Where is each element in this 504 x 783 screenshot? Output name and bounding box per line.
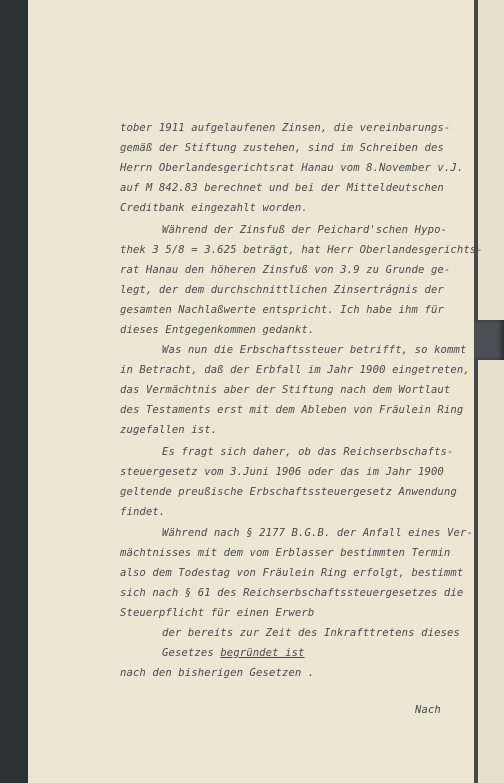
- text-line: steuergesetz vom 3.Juni 1906 oder das im Jahr 1900: [120, 466, 444, 478]
- text-line: rat Hanau den höheren Zinsfuß von 3.9 zu Grunde ge-: [120, 264, 451, 276]
- text-line: Creditbank eingezahlt worden.: [120, 202, 308, 214]
- text-line: tober 1911 aufgelaufenen Zinsen, die vereinbarungs-: [120, 122, 451, 134]
- text-line: Gesetzes begründet ist: [162, 647, 305, 659]
- text-line: legt, der dem durchschnittlichen Zinsertrágnis der: [120, 284, 444, 296]
- text-line: sich nach § 61 des Reichserbschaftssteuergesetzes die: [120, 587, 464, 599]
- text-line: also dem Todestag von Fräulein Ring erfolgt, bestimmt: [120, 567, 464, 579]
- text-line: gemäß der Stiftung zustehen, sind im Schreiben des: [120, 142, 444, 154]
- text-line: Während der Zinsfuß der Peichard'schen Hypo-: [162, 224, 448, 236]
- text-line: Nach: [415, 704, 441, 716]
- text-line: geltende preußische Erbschaftssteuergesetz Anwendung: [120, 486, 457, 498]
- text-line: zugefallen ist.: [120, 424, 218, 436]
- text-line: Es fragt sich daher, ob das Reichserbschafts-: [162, 446, 454, 458]
- text-line: Steuerpflicht für einen Erwerb: [120, 607, 315, 619]
- text-line: Während nach § 2177 B.G.B. der Anfall eines Ver-: [162, 527, 473, 539]
- text-line: der bereits zur Zeit des Inkrafttretens dieses: [162, 627, 460, 639]
- text-line: mächtnisses mit dem vom Erblasser bestimmten Termin: [120, 547, 451, 559]
- text-line: auf M 842.83 berechnet und bei der Mitteldeutschen: [120, 182, 444, 194]
- text-line: nach den bisherigen Gesetzen .: [120, 667, 315, 679]
- text-line: Herrn Oberlandesgerichtsrat Hanau vom 8.November v.J.: [120, 162, 464, 174]
- text-line: gesamten Nachlaßwerte entspricht. Ich habe ihm für: [120, 304, 444, 316]
- text-line: dieses Entgegenkommen gedankt.: [120, 324, 315, 336]
- text-line: das Vermächtnis aber der Stiftung nach dem Wortlaut: [120, 384, 451, 396]
- underlined-phrase: begründet ist: [220, 647, 305, 659]
- text-line: thek 3 5/8 = 3.625 beträgt, hat Herr Oberlandesgerichts-: [120, 244, 483, 256]
- text-line: Was nun die Erbschaftssteuer betrifft, so kommt: [162, 344, 467, 356]
- text-line: in Betracht, daß der Erbfall im Jahr 1900 eingetreten,: [120, 364, 470, 376]
- text-line: findet.: [120, 506, 166, 518]
- text-line: des Testaments erst mit dem Ableben von Fräulein Ring: [120, 404, 464, 416]
